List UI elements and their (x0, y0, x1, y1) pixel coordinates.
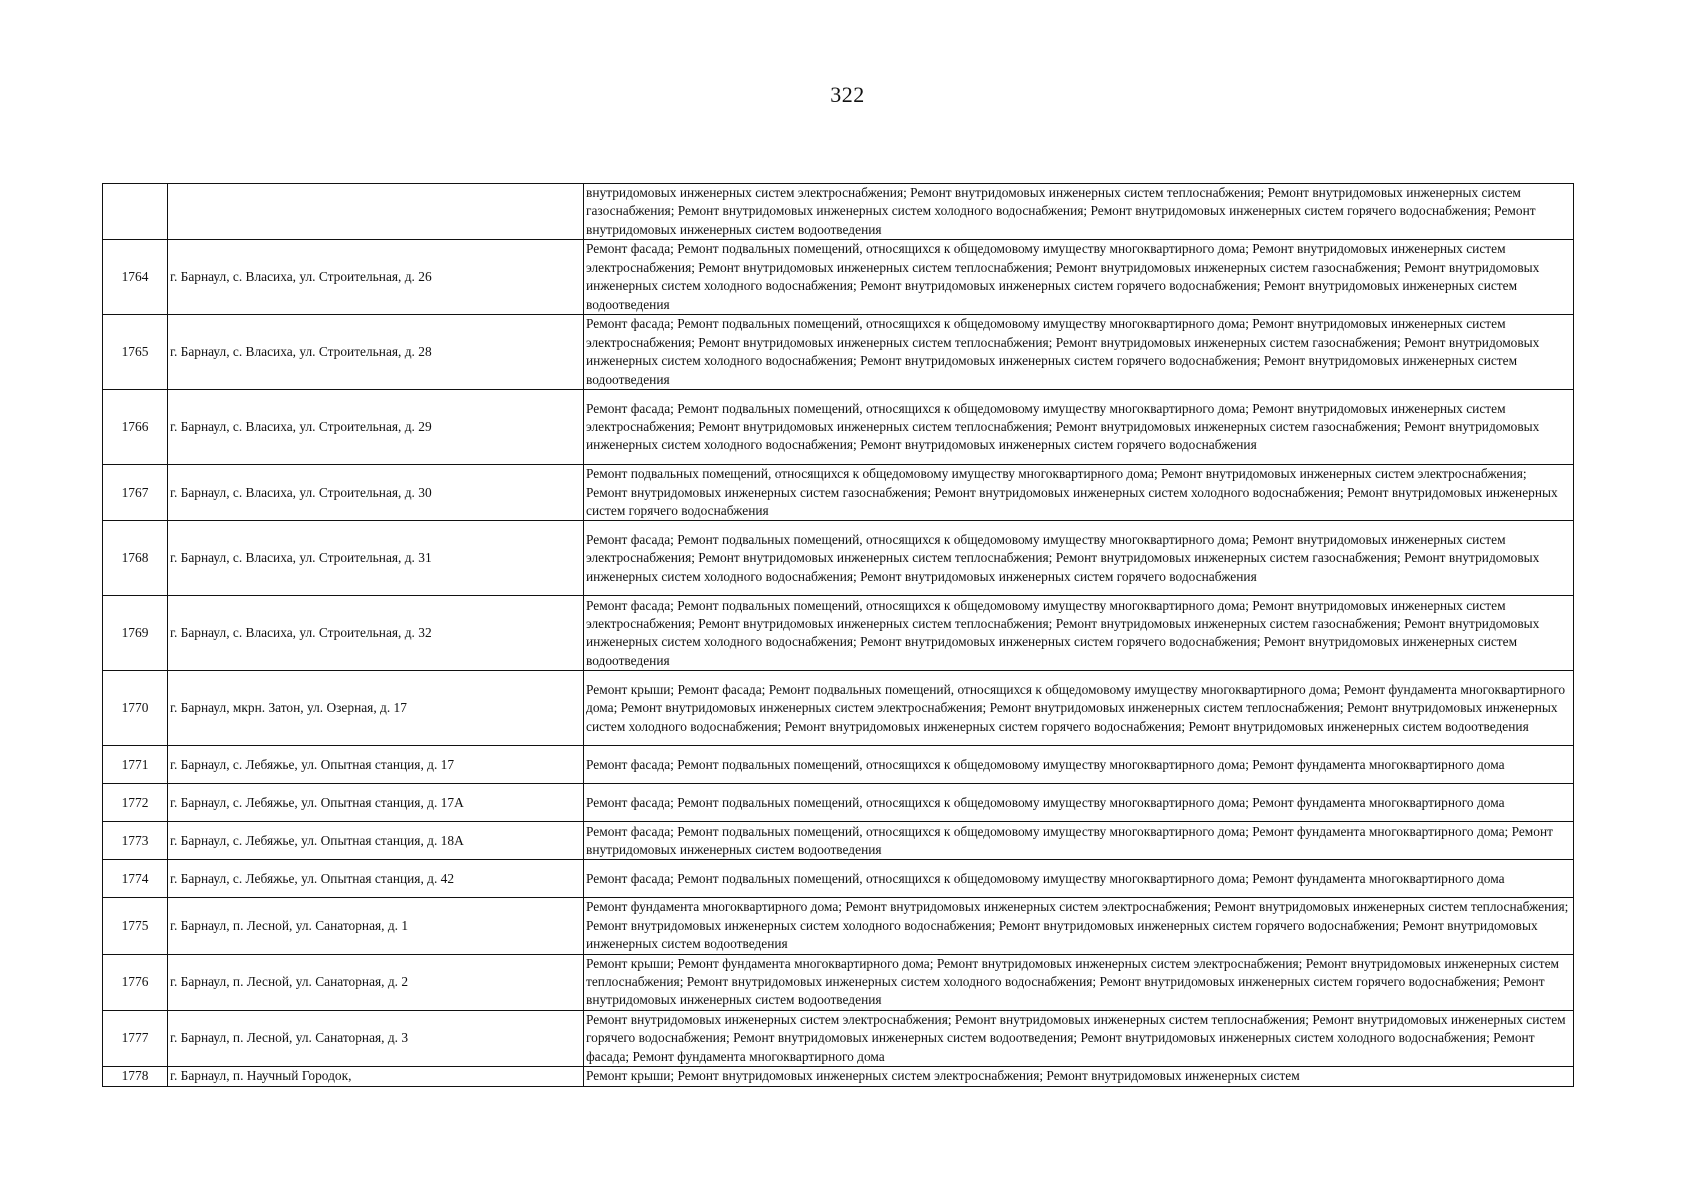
building-address: г. Барнаул, п. Лесной, ул. Санаторная, д. 1 (168, 898, 584, 954)
table-row (103, 240, 1574, 315)
row-number: 1777 (103, 1010, 168, 1066)
table-row (103, 390, 1574, 465)
building-address (168, 184, 584, 240)
row-number: 1768 (103, 521, 168, 596)
repair-works: Ремонт подвальных помещений, относящихся к общедомовому имуществу многоквартирного дома; Ремонт внутридомовых инженерных систем электроснабжения; Ремонт внутридомовых инженерных систем газоснабжения; Ремонт внутридомовых инженерных систем холодного водоснабжения; Ремонт внутридомовых инженерных систем горячего водоснабжения (584, 465, 1574, 521)
repair-works: внутридомовых инженерных систем электроснабжения; Ремонт внутридомовых инженерных систем теплоснабжения; Ремонт внутридомовых инженерных систем газоснабжения; Ремонт внутридомовых инженерных систем холодного водоснабжения; Ремонт внутридомовых инженерных систем горячего водоснабжения; Ремонт внутридомовых инженерных систем водоотведения (584, 184, 1574, 240)
row-number: 1767 (103, 465, 168, 521)
repair-works: Ремонт фасада; Ремонт подвальных помещений, относящихся к общедомовому имуществу многоквартирного дома; Ремонт фундамента многоквартирного дома (584, 860, 1574, 898)
row-number: 1765 (103, 315, 168, 390)
row-number: 1775 (103, 898, 168, 954)
repair-works: Ремонт фасада; Ремонт подвальных помещений, относящихся к общедомовому имуществу многоквартирного дома; Ремонт фундамента многоквартирного дома (584, 784, 1574, 822)
repair-works: Ремонт крыши; Ремонт фундамента многоквартирного дома; Ремонт внутридомовых инженерных систем электроснабжения; Ремонт внутридомовых инженерных систем теплоснабжения; Ремонт внутридомовых инженерных систем холодного водоснабжения; Ремонт внутридомовых инженерных систем горячего водоснабжения; Ремонт внутридомовых инженерных систем водоотведения (584, 954, 1574, 1010)
building-address: г. Барнаул, с. Лебяжье, ул. Опытная станция, д. 42 (168, 860, 584, 898)
table-row (103, 596, 1574, 671)
building-address: г. Барнаул, с. Лебяжье, ул. Опытная станция, д. 17 (168, 746, 584, 784)
row-number: 1772 (103, 784, 168, 822)
table-row (103, 315, 1574, 390)
table-row (103, 1010, 1574, 1066)
repair-works: Ремонт фасада; Ремонт подвальных помещений, относящихся к общедомовому имуществу многоквартирного дома; Ремонт внутридомовых инженерных систем электроснабжения; Ремонт внутридомовых инженерных систем теплоснабжения; Ремонт внутридомовых инженерных систем газоснабжения; Ремонт внутридомовых инженерных систем холодного водоснабжения; Ремонт внутридомовых инженерных систем горячего водоснабжения; Ремонт внутридомовых инженерных систем водоотведения (584, 315, 1574, 390)
table-row (103, 822, 1574, 860)
row-number: 1766 (103, 390, 168, 465)
building-address: г. Барнаул, с. Власиха, ул. Строительная, д. 30 (168, 465, 584, 521)
row-number: 1771 (103, 746, 168, 784)
repair-works: Ремонт фасада; Ремонт подвальных помещений, относящихся к общедомовому имуществу многоквартирного дома; Ремонт внутридомовых инженерных систем электроснабжения; Ремонт внутридомовых инженерных систем теплоснабжения; Ремонт внутридомовых инженерных систем газоснабжения; Ремонт внутридомовых инженерных систем холодного водоснабжения; Ремонт внутридомовых инженерных систем горячего водоснабжения; Ремонт внутридомовых инженерных систем водоотведения (584, 596, 1574, 671)
row-number: 1770 (103, 671, 168, 746)
table-row (103, 746, 1574, 784)
table-row (103, 184, 1574, 240)
row-number: 1776 (103, 954, 168, 1010)
building-address: г. Барнаул, с. Власиха, ул. Строительная, д. 31 (168, 521, 584, 596)
repair-works: Ремонт крыши; Ремонт фасада; Ремонт подвальных помещений, относящихся к общедомовому имуществу многоквартирного дома; Ремонт фундамента многоквартирного дома; Ремонт внутридомовых инженерных систем электроснабжения; Ремонт внутридомовых инженерных систем теплоснабжения; Ремонт внутридомовых инженерных систем холодного водоснабжения; Ремонт внутридомовых инженерных систем горячего водоснабжения; Ремонт внутридомовых инженерных систем водоотведения (584, 671, 1574, 746)
table-row (103, 784, 1574, 822)
building-address: г. Барнаул, п. Научный Городок, (168, 1067, 584, 1086)
table-row (103, 465, 1574, 521)
building-address: г. Барнаул, мкрн. Затон, ул. Озерная, д. 17 (168, 671, 584, 746)
repair-works: Ремонт внутридомовых инженерных систем электроснабжения; Ремонт внутридомовых инженерных систем теплоснабжения; Ремонт внутридомовых инженерных систем горячего водоснабжения; Ремонт внутридомовых инженерных систем водоотведения; Ремонт внутридомовых инженерных систем холодного водоснабжения; Ремонт фасада; Ремонт фундамента многоквартирного дома (584, 1010, 1574, 1066)
repair-works: Ремонт фундамента многоквартирного дома; Ремонт внутридомовых инженерных систем электроснабжения; Ремонт внутридомовых инженерных систем теплоснабжения; Ремонт внутридомовых инженерных систем холодного водоснабжения; Ремонт внутридомовых инженерных систем горячего водоснабжения; Ремонт внутридомовых инженерных систем водоотведения (584, 898, 1574, 954)
repair-works: Ремонт крыши; Ремонт внутридомовых инженерных систем электроснабжения; Ремонт внутридомовых инженерных систем (584, 1067, 1574, 1086)
repair-works: Ремонт фасада; Ремонт подвальных помещений, относящихся к общедомовому имуществу многоквартирного дома; Ремонт внутридомовых инженерных систем электроснабжения; Ремонт внутридомовых инженерных систем теплоснабжения; Ремонт внутридомовых инженерных систем газоснабжения; Ремонт внутридомовых инженерных систем холодного водоснабжения; Ремонт внутридомовых инженерных систем горячего водоснабжения (584, 390, 1574, 465)
table-row (103, 521, 1574, 596)
building-address: г. Барнаул, п. Лесной, ул. Санаторная, д. 2 (168, 954, 584, 1010)
table-row (103, 860, 1574, 898)
row-number: 1773 (103, 822, 168, 860)
table-row (103, 898, 1574, 954)
building-address: г. Барнаул, с. Власиха, ул. Строительная, д. 29 (168, 390, 584, 465)
row-number: 1778 (103, 1067, 168, 1086)
repair-works: Ремонт фасада; Ремонт подвальных помещений, относящихся к общедомовому имуществу многоквартирного дома; Ремонт фундамента многоквартирного дома; Ремонт внутридомовых инженерных систем водоотведения (584, 822, 1574, 860)
repair-works: Ремонт фасада; Ремонт подвальных помещений, относящихся к общедомовому имуществу многоквартирного дома; Ремонт фундамента многоквартирного дома (584, 746, 1574, 784)
row-number: 1774 (103, 860, 168, 898)
table-row (103, 1067, 1574, 1086)
repair-works: Ремонт фасада; Ремонт подвальных помещений, относящихся к общедомовому имуществу многоквартирного дома; Ремонт внутридомовых инженерных систем электроснабжения; Ремонт внутридомовых инженерных систем теплоснабжения; Ремонт внутридомовых инженерных систем газоснабжения; Ремонт внутридомовых инженерных систем холодного водоснабжения; Ремонт внутридомовых инженерных систем горячего водоснабжения; Ремонт внутридомовых инженерных систем водоотведения (584, 240, 1574, 315)
row-number (103, 184, 168, 240)
repair-registry-table (102, 183, 1574, 1087)
building-address: г. Барнаул, с. Власиха, ул. Строительная, д. 28 (168, 315, 584, 390)
row-number: 1764 (103, 240, 168, 315)
building-address: г. Барнаул, с. Лебяжье, ул. Опытная станция, д. 17А (168, 784, 584, 822)
table-row (103, 671, 1574, 746)
table-row (103, 954, 1574, 1010)
building-address: г. Барнаул, с. Власиха, ул. Строительная, д. 26 (168, 240, 584, 315)
building-address: г. Барнаул, с. Власиха, ул. Строительная, д. 32 (168, 596, 584, 671)
row-number: 1769 (103, 596, 168, 671)
repair-works: Ремонт фасада; Ремонт подвальных помещений, относящихся к общедомовому имуществу многоквартирного дома; Ремонт внутридомовых инженерных систем электроснабжения; Ремонт внутридомовых инженерных систем теплоснабжения; Ремонт внутридомовых инженерных систем газоснабжения; Ремонт внутридомовых инженерных систем холодного водоснабжения; Ремонт внутридомовых инженерных систем горячего водоснабжения (584, 521, 1574, 596)
page-number: 322 (830, 82, 865, 107)
building-address: г. Барнаул, п. Лесной, ул. Санаторная, д. 3 (168, 1010, 584, 1066)
building-address: г. Барнаул, с. Лебяжье, ул. Опытная станция, д. 18А (168, 822, 584, 860)
